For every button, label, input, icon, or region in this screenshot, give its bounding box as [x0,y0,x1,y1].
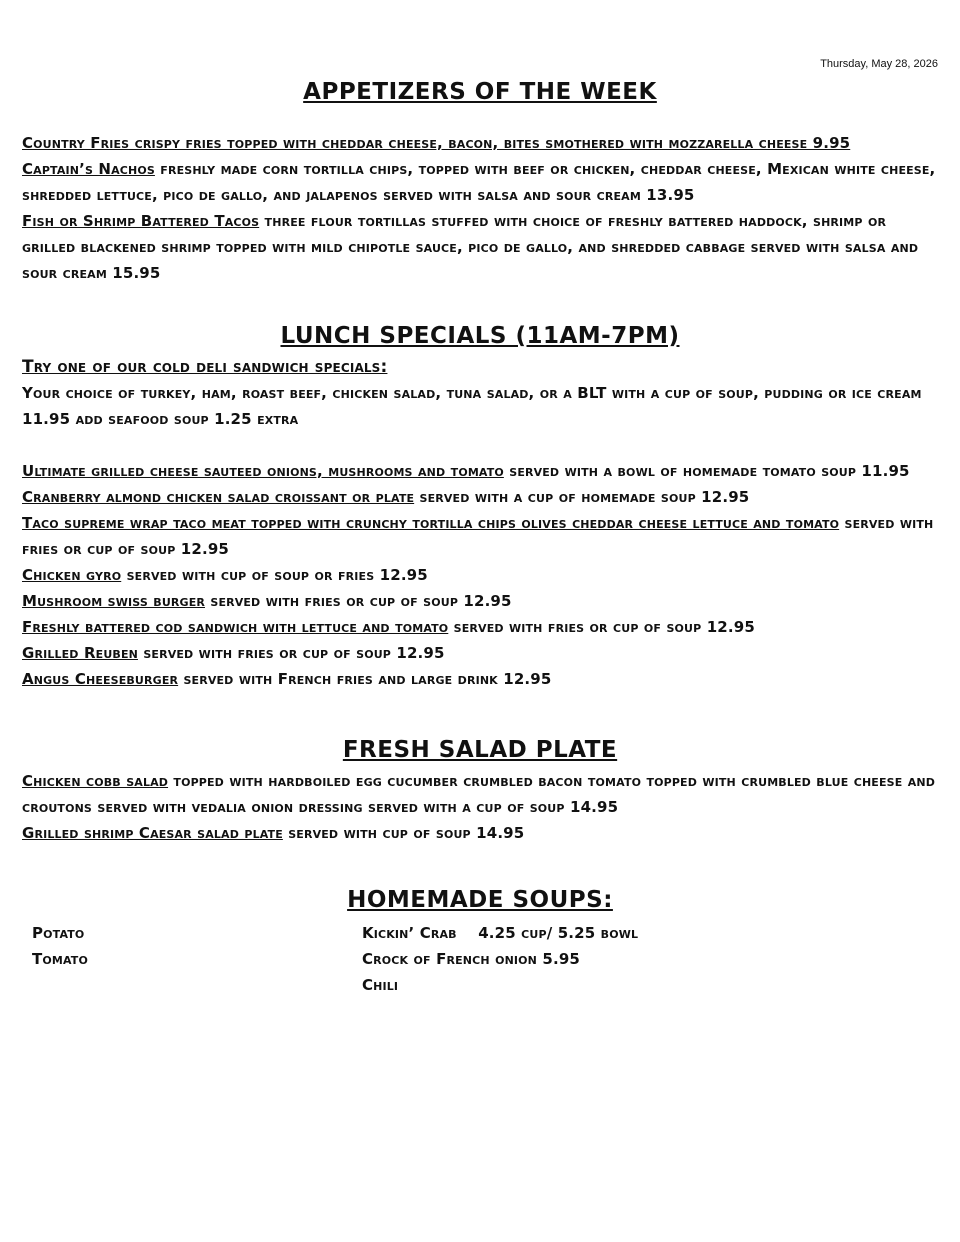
salad-item [22,820,938,846]
deli-text: Your choice of turkey, ham, roast beef, chicken salad, tuna salad, or a BLT with a cup of soup, pudding or ice cream 11.95 add seafood soup 1.25 extra [22,384,922,428]
lunch-item [22,458,938,484]
lunch-item [22,666,938,692]
soups-left-column [32,920,88,972]
lunch-item-name: Mushroom swiss burger [22,592,205,610]
lunch-item [22,484,938,510]
lunch-item-desc: served with French fries and large drink 12.95 [178,670,552,688]
appetizer-item [22,156,938,208]
salad-heading: FRESH SALAD PLATE [342,737,618,763]
soups-heading: HOMEMADE SOUPS: [347,887,613,913]
lunch-item-desc: served with fries or cup of soup 12.95 [205,592,512,610]
salad-item-name: Grilled shrimp Caesar salad plate [22,824,283,842]
appetizer-name: Country Fries crispy fries topped with cheddar cheese, bacon, bites smothered with mozzarella cheese 9.95 [22,134,851,152]
lunch-item-desc: served with fries or cup of soup 12.95 [22,514,934,558]
spacer [22,432,938,458]
salad-item-name: Chicken cobb salad [22,772,169,790]
lunch-item [22,640,938,666]
appetizer-item [22,208,938,286]
appetizer-name: Fish or Shrimp Battered Tacos [22,212,260,230]
lunch-item-name: Chicken gyro [22,566,122,584]
lunch-item-name: Cranberry almond chicken salad croissant or plate [22,488,415,506]
appetizer-desc: freshly made corn tortilla chips, topped with beef or chicken, cheddar cheese, Mexican white cheese, shredded lettuce, pico de gallo, and jalapenos served with salsa and sour cream 13.95 [22,160,936,204]
menu-document [22,74,938,1000]
soups-list [22,920,938,1000]
lunch-item [22,510,938,562]
soup-item: Kickin’ Crab 4.25 cup/ 5.25 bowl [362,924,639,942]
soup-item: Tomato [32,950,88,968]
menu-date: Thursday, May 28, 2026 [820,58,938,70]
appetizer-name: Captain’s Nachos [22,160,155,178]
lunch-item-desc: served with a bowl of homemade tomato soup 11.95 [503,462,910,480]
salad-item [22,768,938,820]
lunch-item-desc: served with fries or cup of soup 12.95 [137,644,445,662]
lunch-item [22,562,938,588]
appetizers-heading: APPETIZERS OF THE WEEK [303,79,657,105]
lunch-item [22,588,938,614]
appetizer-desc: three flour tortillas stuffed with choice of freshly battered haddock, shrimp or grilled blackened shrimp topped with mild chipotle sauce, pico de gallo, and shredded cabbage served with salsa and sour cream 15.95 [22,212,919,282]
soups-right-column [362,920,638,998]
salad-item-desc: topped with hardboiled egg cucumber crumbled bacon tomato topped with crumbled blue cheese and croutons served with vedalia onion dressing served with a cup of soup 14.95 [22,772,936,816]
lunch-item-desc: served with a cup of homemade soup 12.95 [414,488,750,506]
deli-heading: Try one of our cold deli sandwich specials: [22,357,388,377]
lunch-item-name: Freshly battered cod sandwich with lettuce and tomato [22,618,449,636]
lunch-item-name: Grilled Reuben [22,644,138,662]
lunch-item-name: Taco supreme wrap taco meat topped with crunchy tortilla chips olives cheddar cheese lettuce and tomato [22,514,840,532]
salad-item-desc: served with cup of soup 14.95 [282,824,525,842]
lunch-heading: LUNCH SPECIALS (11AM-7PM) [280,323,680,349]
lunch-item-name: Ultimate grilled cheese sauteed onions, mushrooms and tomato [22,462,504,480]
appetizer-item [22,130,938,156]
lunch-item-desc: served with fries or cup of soup 12.95 [448,618,755,636]
salad-list [22,768,938,846]
soup-item: Crock of French onion 5.95 [362,950,581,968]
soup-item: Chili [362,976,399,994]
lunch-item [22,614,938,640]
lunch-item-desc: served with cup of soup or fries 12.95 [121,566,428,584]
lunch-list [22,354,938,692]
appetizers-list [22,130,938,286]
soup-item: Potato [32,924,85,942]
lunch-item-name: Angus Cheeseburger [22,670,179,688]
